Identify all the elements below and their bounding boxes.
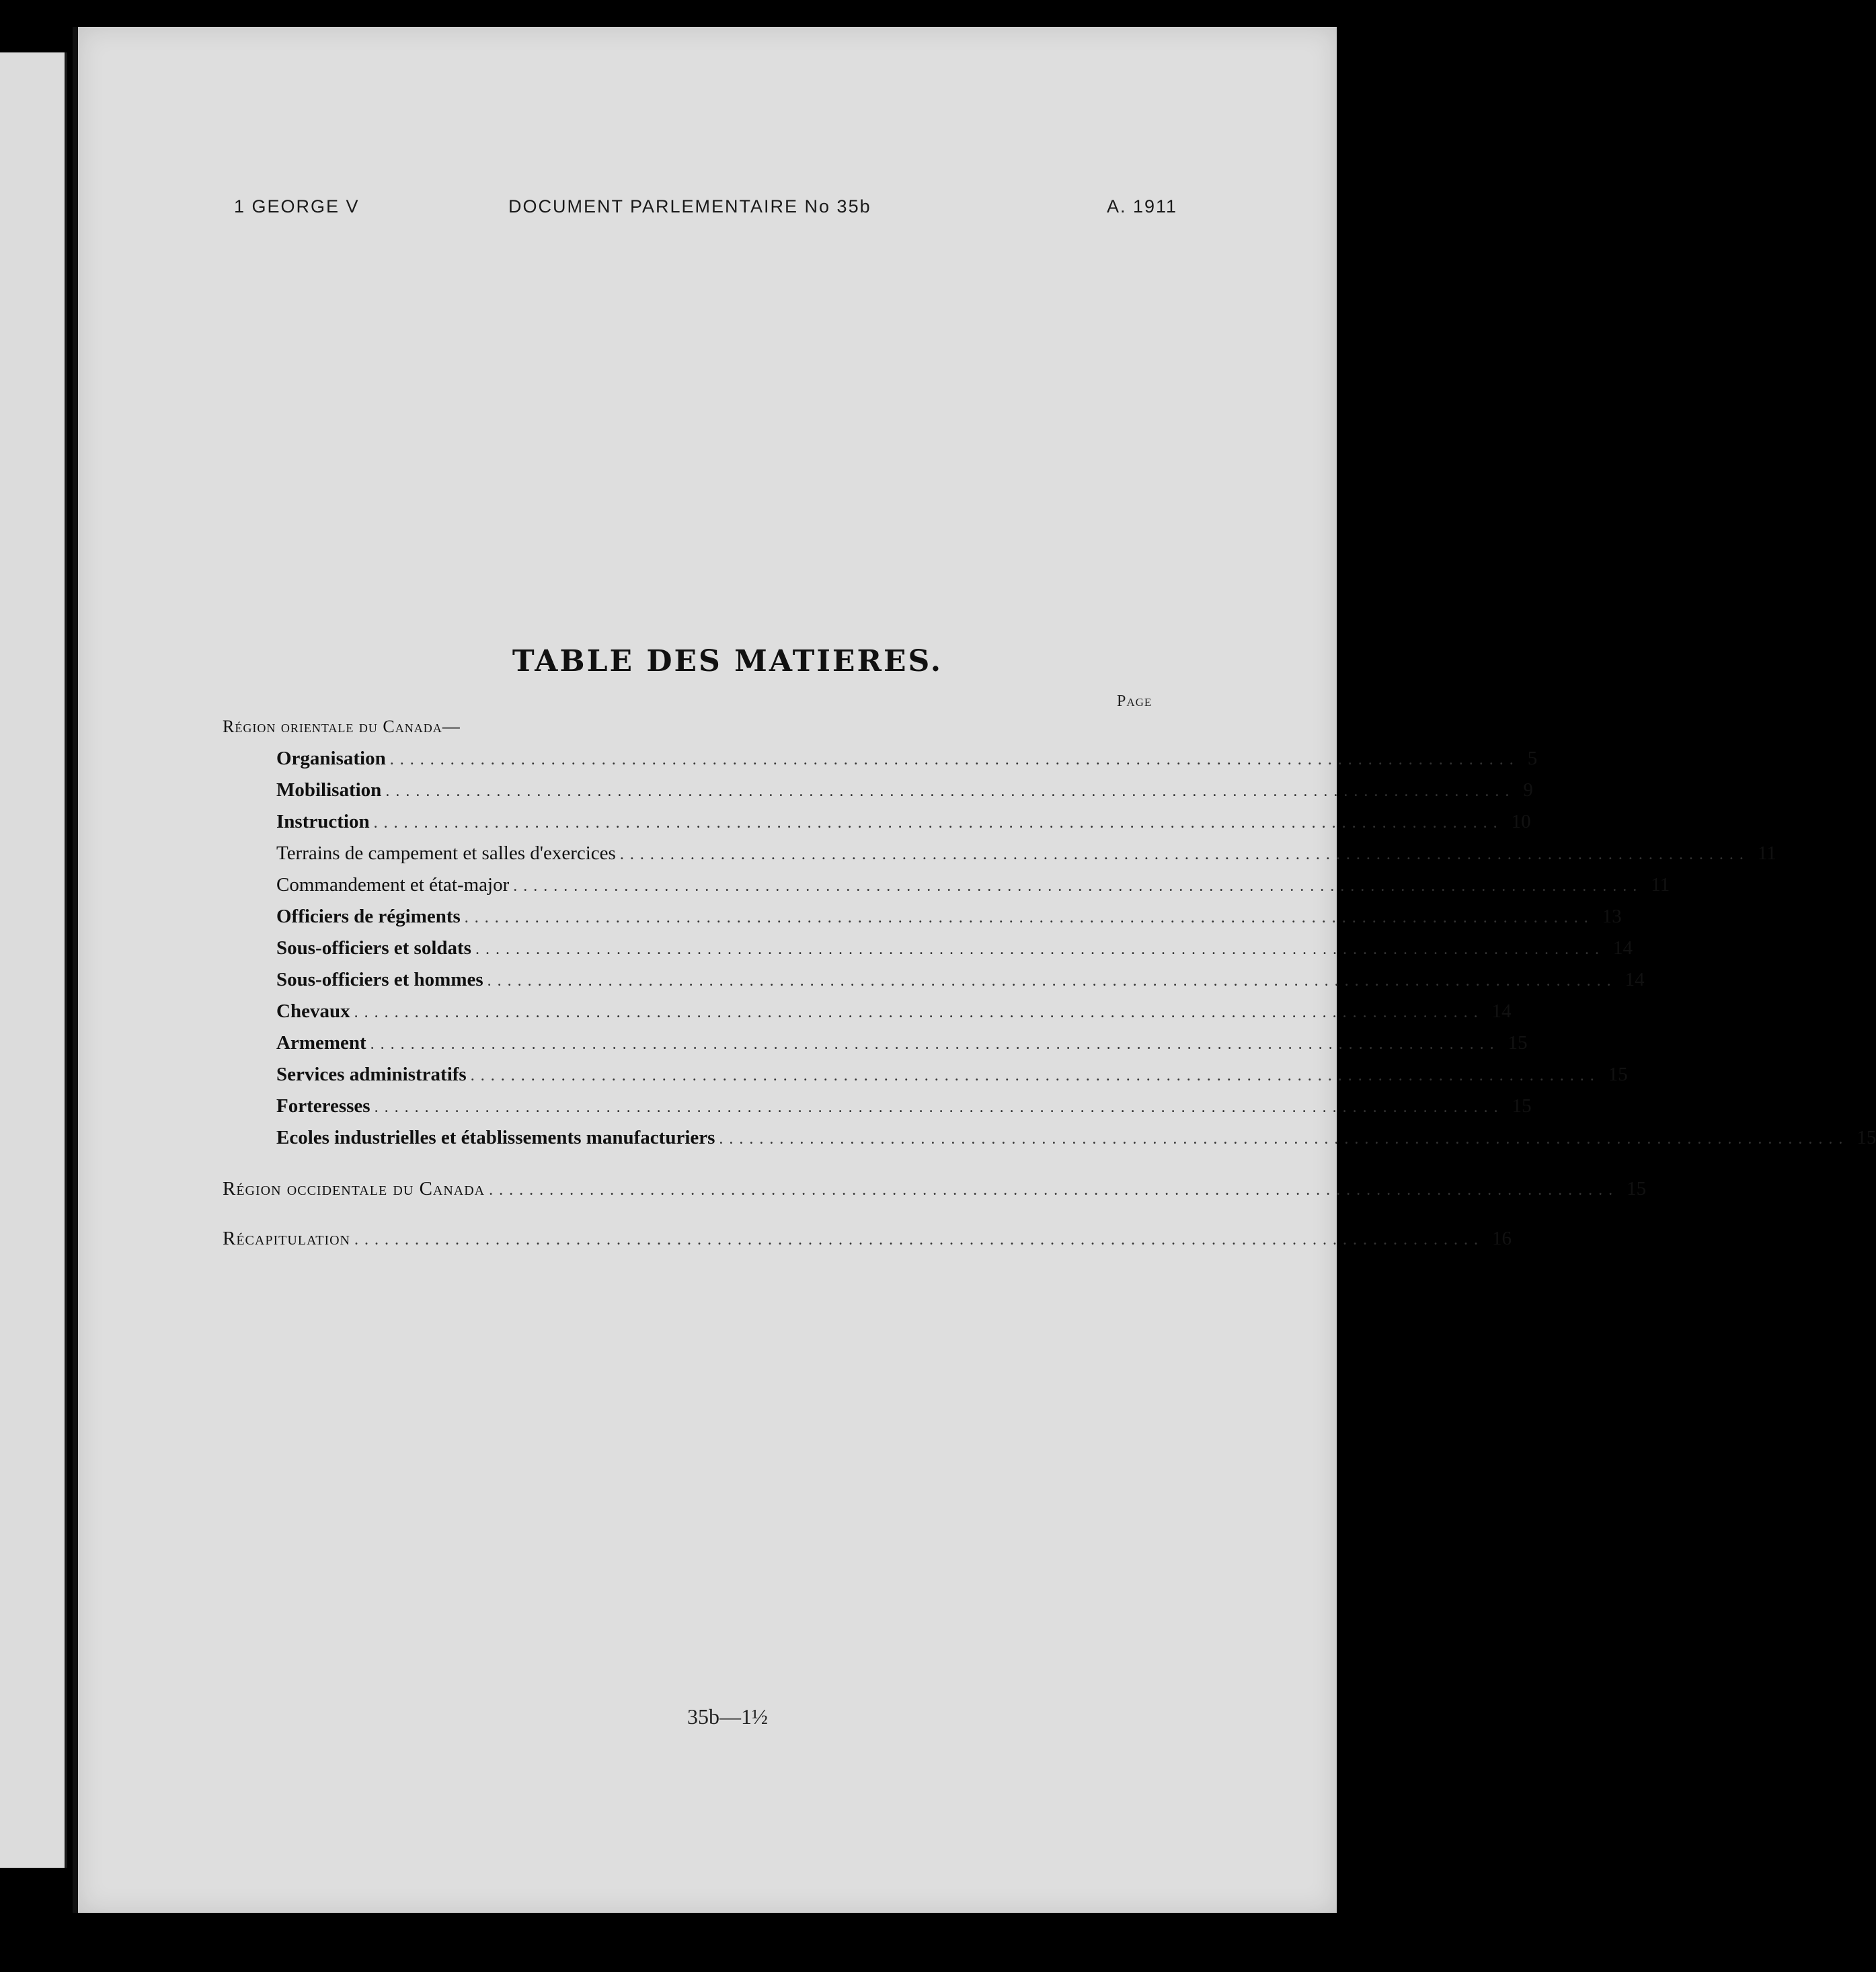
leader-dots: ................................................................................................................: [464, 909, 1594, 926]
toc-entry-label: Région occidentale du Canada: [223, 1178, 485, 1199]
toc-entry-label: Sous-officiers et soldats: [276, 937, 471, 959]
toc-entry-page: 11: [1757, 842, 1776, 864]
toc-entry[interactable]: [223, 748, 1538, 775]
toc-entry-recap[interactable]: [223, 1228, 1512, 1255]
header-year: A. 1911: [1107, 196, 1178, 216]
toc-entry-page: 11: [1651, 874, 1670, 896]
leader-dots: ................................................................................................................: [373, 814, 1503, 832]
toc-entry[interactable]: [223, 1095, 1532, 1122]
toc-entry-page: 15: [1508, 1032, 1528, 1054]
toc-entry-label: Forteresses: [276, 1095, 370, 1117]
toc-entry-page: 16: [1492, 1228, 1512, 1249]
toc-entry-page: 5: [1527, 748, 1538, 769]
document-page: [73, 27, 1876, 1913]
leader-dots: ................................................................................................................: [487, 972, 1617, 990]
toc-entry-page: 15: [1512, 1095, 1532, 1117]
toc-entry[interactable]: [223, 779, 1533, 806]
toc-entry[interactable]: [223, 937, 1633, 964]
toc-entry-page: 10: [1511, 811, 1531, 832]
toc-title: TABLE DES MATIERES.: [512, 644, 943, 678]
toc-entry-label: Terrains de campement et salles d'exercices: [276, 842, 616, 864]
leader-dots: ................................................................................................................: [619, 846, 1750, 863]
leader-dots: ................................................................................................................: [489, 1181, 1619, 1199]
header-document-number: DOCUMENT PARLEMENTAIRE No 35b: [508, 196, 871, 216]
toc-entry-page: 9: [1523, 779, 1533, 801]
leader-dots: ................................................................................................................: [475, 941, 1605, 958]
toc-entry-label: Instruction: [276, 811, 370, 832]
toc-entry-page: 15: [1857, 1127, 1876, 1148]
toc-entry[interactable]: [223, 811, 1531, 838]
facing-page-edge: [0, 52, 67, 1868]
toc-entry-page: 15: [1608, 1064, 1628, 1085]
page-column-label: Page: [1117, 693, 1152, 710]
leader-dots: ................................................................................................................: [370, 1035, 1500, 1053]
toc-entry-page: 14: [1625, 969, 1645, 990]
header-reign: 1 GEORGE V: [234, 196, 360, 216]
leader-dots: ................................................................................................................: [470, 1067, 1600, 1084]
leader-dots: ................................................................................................................: [719, 1130, 1849, 1148]
toc-entry-label: Organisation: [276, 748, 386, 769]
toc-entry-label: Mobilisation: [276, 779, 382, 801]
toc-entry-page: 13: [1602, 906, 1622, 927]
toc-entry[interactable]: [223, 1000, 1512, 1027]
toc-entry-label: Chevaux: [276, 1000, 350, 1022]
leader-dots: ................................................................................................................: [385, 783, 1516, 800]
leader-dots: ................................................................................................................: [513, 877, 1643, 895]
toc-entry-label: Services administratifs: [276, 1064, 467, 1085]
toc-entry[interactable]: [223, 969, 1645, 996]
toc-entry[interactable]: [223, 874, 1670, 901]
toc-entry[interactable]: [223, 842, 1776, 869]
toc-entry[interactable]: [223, 906, 1622, 933]
toc-entry-label: Ecoles industrielles et établissements manufacturiers: [276, 1127, 715, 1148]
toc-entry-label: Officiers de régiments: [276, 906, 461, 927]
toc-entry[interactable]: [223, 1064, 1628, 1091]
toc-entry-page: 15: [1627, 1178, 1647, 1199]
toc-entry[interactable]: [223, 1127, 1876, 1154]
leader-dots: ................................................................................................................: [354, 1004, 1484, 1021]
toc-entry-west[interactable]: [223, 1178, 1647, 1205]
toc-entry-label: Armement: [276, 1032, 366, 1054]
leader-dots: ................................................................................................................: [354, 1231, 1484, 1249]
leader-dots: ................................................................................................................: [389, 751, 1520, 768]
toc-entry-label: Sous-officiers et hommes: [276, 969, 483, 990]
section-heading-east: Région orientale du Canada—: [223, 717, 461, 736]
running-header: [78, 196, 1337, 223]
toc-entry-page: 14: [1612, 937, 1633, 959]
toc-entry[interactable]: [223, 1032, 1528, 1059]
page-footer-signature: 35b—1½: [687, 1704, 768, 1729]
toc-entry-label: Récapitulation: [223, 1228, 350, 1249]
toc-entry-label: Commandement et état-major: [276, 874, 510, 896]
toc-entry-page: 14: [1491, 1000, 1512, 1022]
leader-dots: ................................................................................................................: [374, 1099, 1504, 1116]
